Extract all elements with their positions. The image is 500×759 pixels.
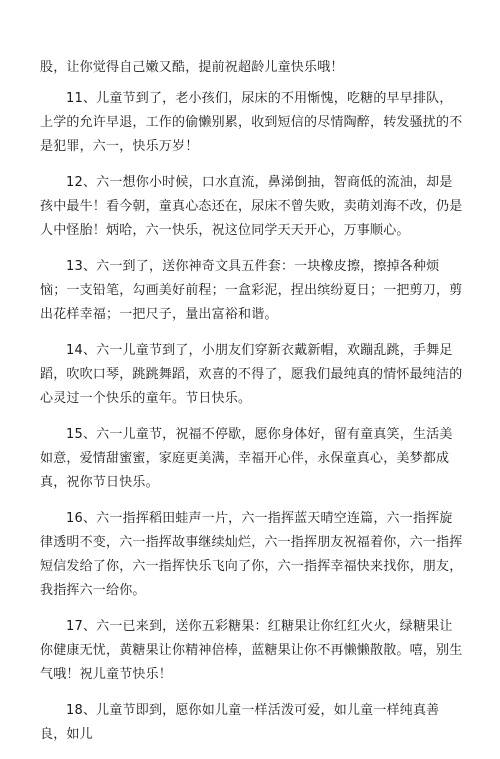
paragraph-14: 14、六一儿童节到了，小朋友们穿新衣戴新帽，欢蹦乱跳，手舞足蹈，吹吹口琴，跳跳舞蹈，欢喜的不得了，愿我们最纯真的情怀最纯洁的心灵过一个快乐的童年。节日快乐。 bbox=[40, 343, 463, 406]
paragraph-11: 11、儿童节到了，老小孩们，尿床的不用惭愧，吃糖的早早排队，上学的允许早退，工作的偷懒别累，收到短信的尽情陶醉，转发骚扰的不是犯罪，六一，快乐万岁！ bbox=[40, 91, 463, 154]
paragraph-18: 18、儿童节即到，愿你如儿童一样活泼可爱，如儿童一样纯真善良，如儿 bbox=[40, 703, 440, 742]
paragraph-12: 12、六一想你小时候，口水直流，鼻涕倒抽，智商低的流油，却是孩中最牛！看今朝，童真心态还在，尿床不曾失败，卖萌刘海不改，仍是人中怪胎！炳哈，六一快乐，祝这位同学天天开心，万事顺心。 bbox=[40, 175, 463, 238]
paragraph-13: 13、六一到了，送你神奇文具五件套：一块橡皮擦，擦掉各种烦恼；一支铅笔，勾画美好前程；一盒彩泥，捏出缤纷夏日；一把剪刀，剪出花样幸福；一把尺子，量出富裕和谐。 bbox=[40, 259, 463, 322]
paragraph-17: 17、六一已来到，送你五彩糖果：红糖果让你红红火火，绿糖果让你健康无忧，黄糖果让你精神倍棒，蓝糖果让你不再懒懒散散。嘻，别生气哦！祝儿童节快乐！ bbox=[40, 619, 463, 682]
paragraph-16: 16、六一指挥稻田蛙声一片，六一指挥蓝天晴空连篇，六一指挥旋律透明不变，六一指挥故事继续灿烂，六一指挥朋友祝福着你，六一指挥短信发给了你，六一指挥快乐飞向了你，六一指挥幸福快来找你，朋友，我指挥六一给你。 bbox=[40, 511, 463, 598]
paragraph-15: 15、六一儿童节，祝福不停歇，愿你身体好，留有童真笑，生活美如意，爱情甜蜜蜜，家庭更美满，幸福开心伴，永保童真心，美梦都成真，祝你节日快乐。 bbox=[40, 427, 453, 490]
paragraph-intro-tail: 股，让你觉得自己嫩又酷，提前祝超龄儿童快乐哦！ bbox=[40, 60, 344, 75]
paragraph-list bbox=[40, 87, 465, 759]
